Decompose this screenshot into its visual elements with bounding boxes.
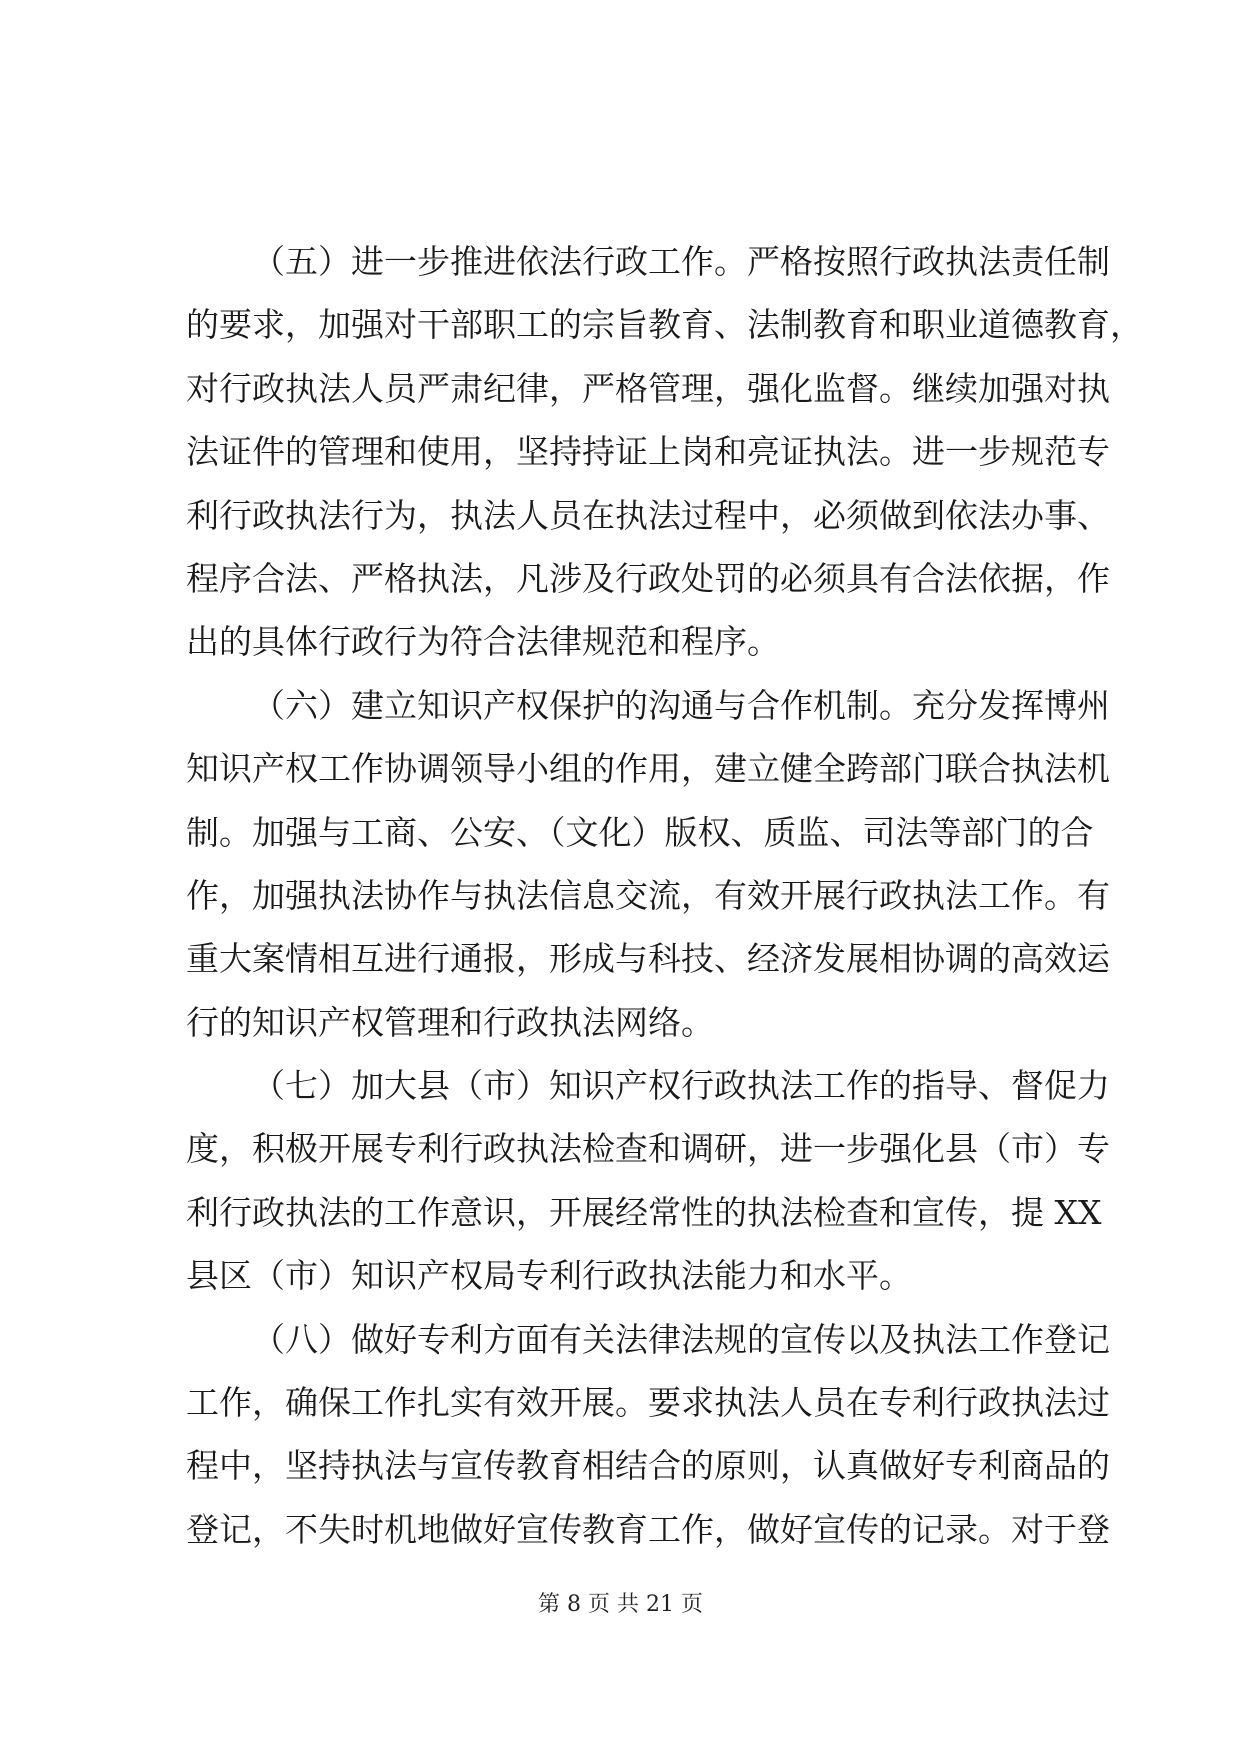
text-line: 工作，确保工作扎实有效开展。要求执法人员在专利行政执法过 — [186, 1383, 1110, 1423]
text-line: 知识产权工作协调领导小组的作用，建立健全跨部门联合执法机 — [186, 749, 1110, 789]
page-number-label: 第 8 页 共 21 页 — [538, 1592, 703, 1617]
text-line: 对行政执法人员严肃纪律，严格管理，强化监督。继续加强对执 — [186, 368, 1110, 408]
text-line: 登记，不失时机地做好宣传教育工作，做好宣传的记录。对于登 — [186, 1509, 1110, 1549]
text-line: 重大案情相互进行通报，形成与科技、经济发展相协调的高效运 — [186, 939, 1110, 979]
text-line: 作，加强执法协作与执法信息交流，有效开展行政执法工作。有 — [186, 875, 1110, 915]
document-body — [186, 230, 1143, 1561]
text-line: 制。加强与工商、公安、（文化）版权、质监、司法等部门的合 — [186, 812, 1094, 852]
text-line: 度，积极开展专利行政执法检查和调研，进一步强化县（市）专 — [186, 1129, 1110, 1169]
text-line: （七）加大县（市）知识产权行政执法工作的指导、督促力 — [252, 1066, 1110, 1106]
text-line: 的要求，加强对干部职工的宗旨教育、法制教育和职业道德教育， — [186, 305, 1143, 345]
text-line: 利行政执法行为，执法人员在执法过程中，必须做到依法办事、 — [186, 495, 1110, 535]
text-line: 程中，坚持执法与宣传教育相结合的原则，认真做好专利商品的 — [186, 1446, 1110, 1486]
page-footer — [0, 1590, 1241, 1620]
text-line: 行的知识产权管理和行政执法网络。 — [186, 1002, 714, 1042]
text-line: 法证件的管理和使用，坚持持证上岗和亮证执法。进一步规范专 — [186, 432, 1110, 472]
text-line: （五）进一步推进依法行政工作。严格按照行政执法责任制 — [252, 242, 1110, 281]
text-line: 程序合法、严格执法，凡涉及行政处罚的必须具有合法依据，作 — [186, 558, 1110, 598]
text-line: 县区（市）知识产权局专利行政执法能力和水平。 — [186, 1256, 912, 1296]
text-line: （八）做好专利方面有关法律法规的宣传以及执法工作登记 — [252, 1319, 1110, 1359]
text-line: 出的具体行政行为符合法律规范和程序。 — [186, 622, 780, 662]
text-line: 利行政执法的工作意识，开展经常性的执法检查和宣传，提 XX — [186, 1192, 1102, 1232]
text-line: （六）建立知识产权保护的沟通与合作机制。充分发挥博州 — [252, 685, 1110, 725]
